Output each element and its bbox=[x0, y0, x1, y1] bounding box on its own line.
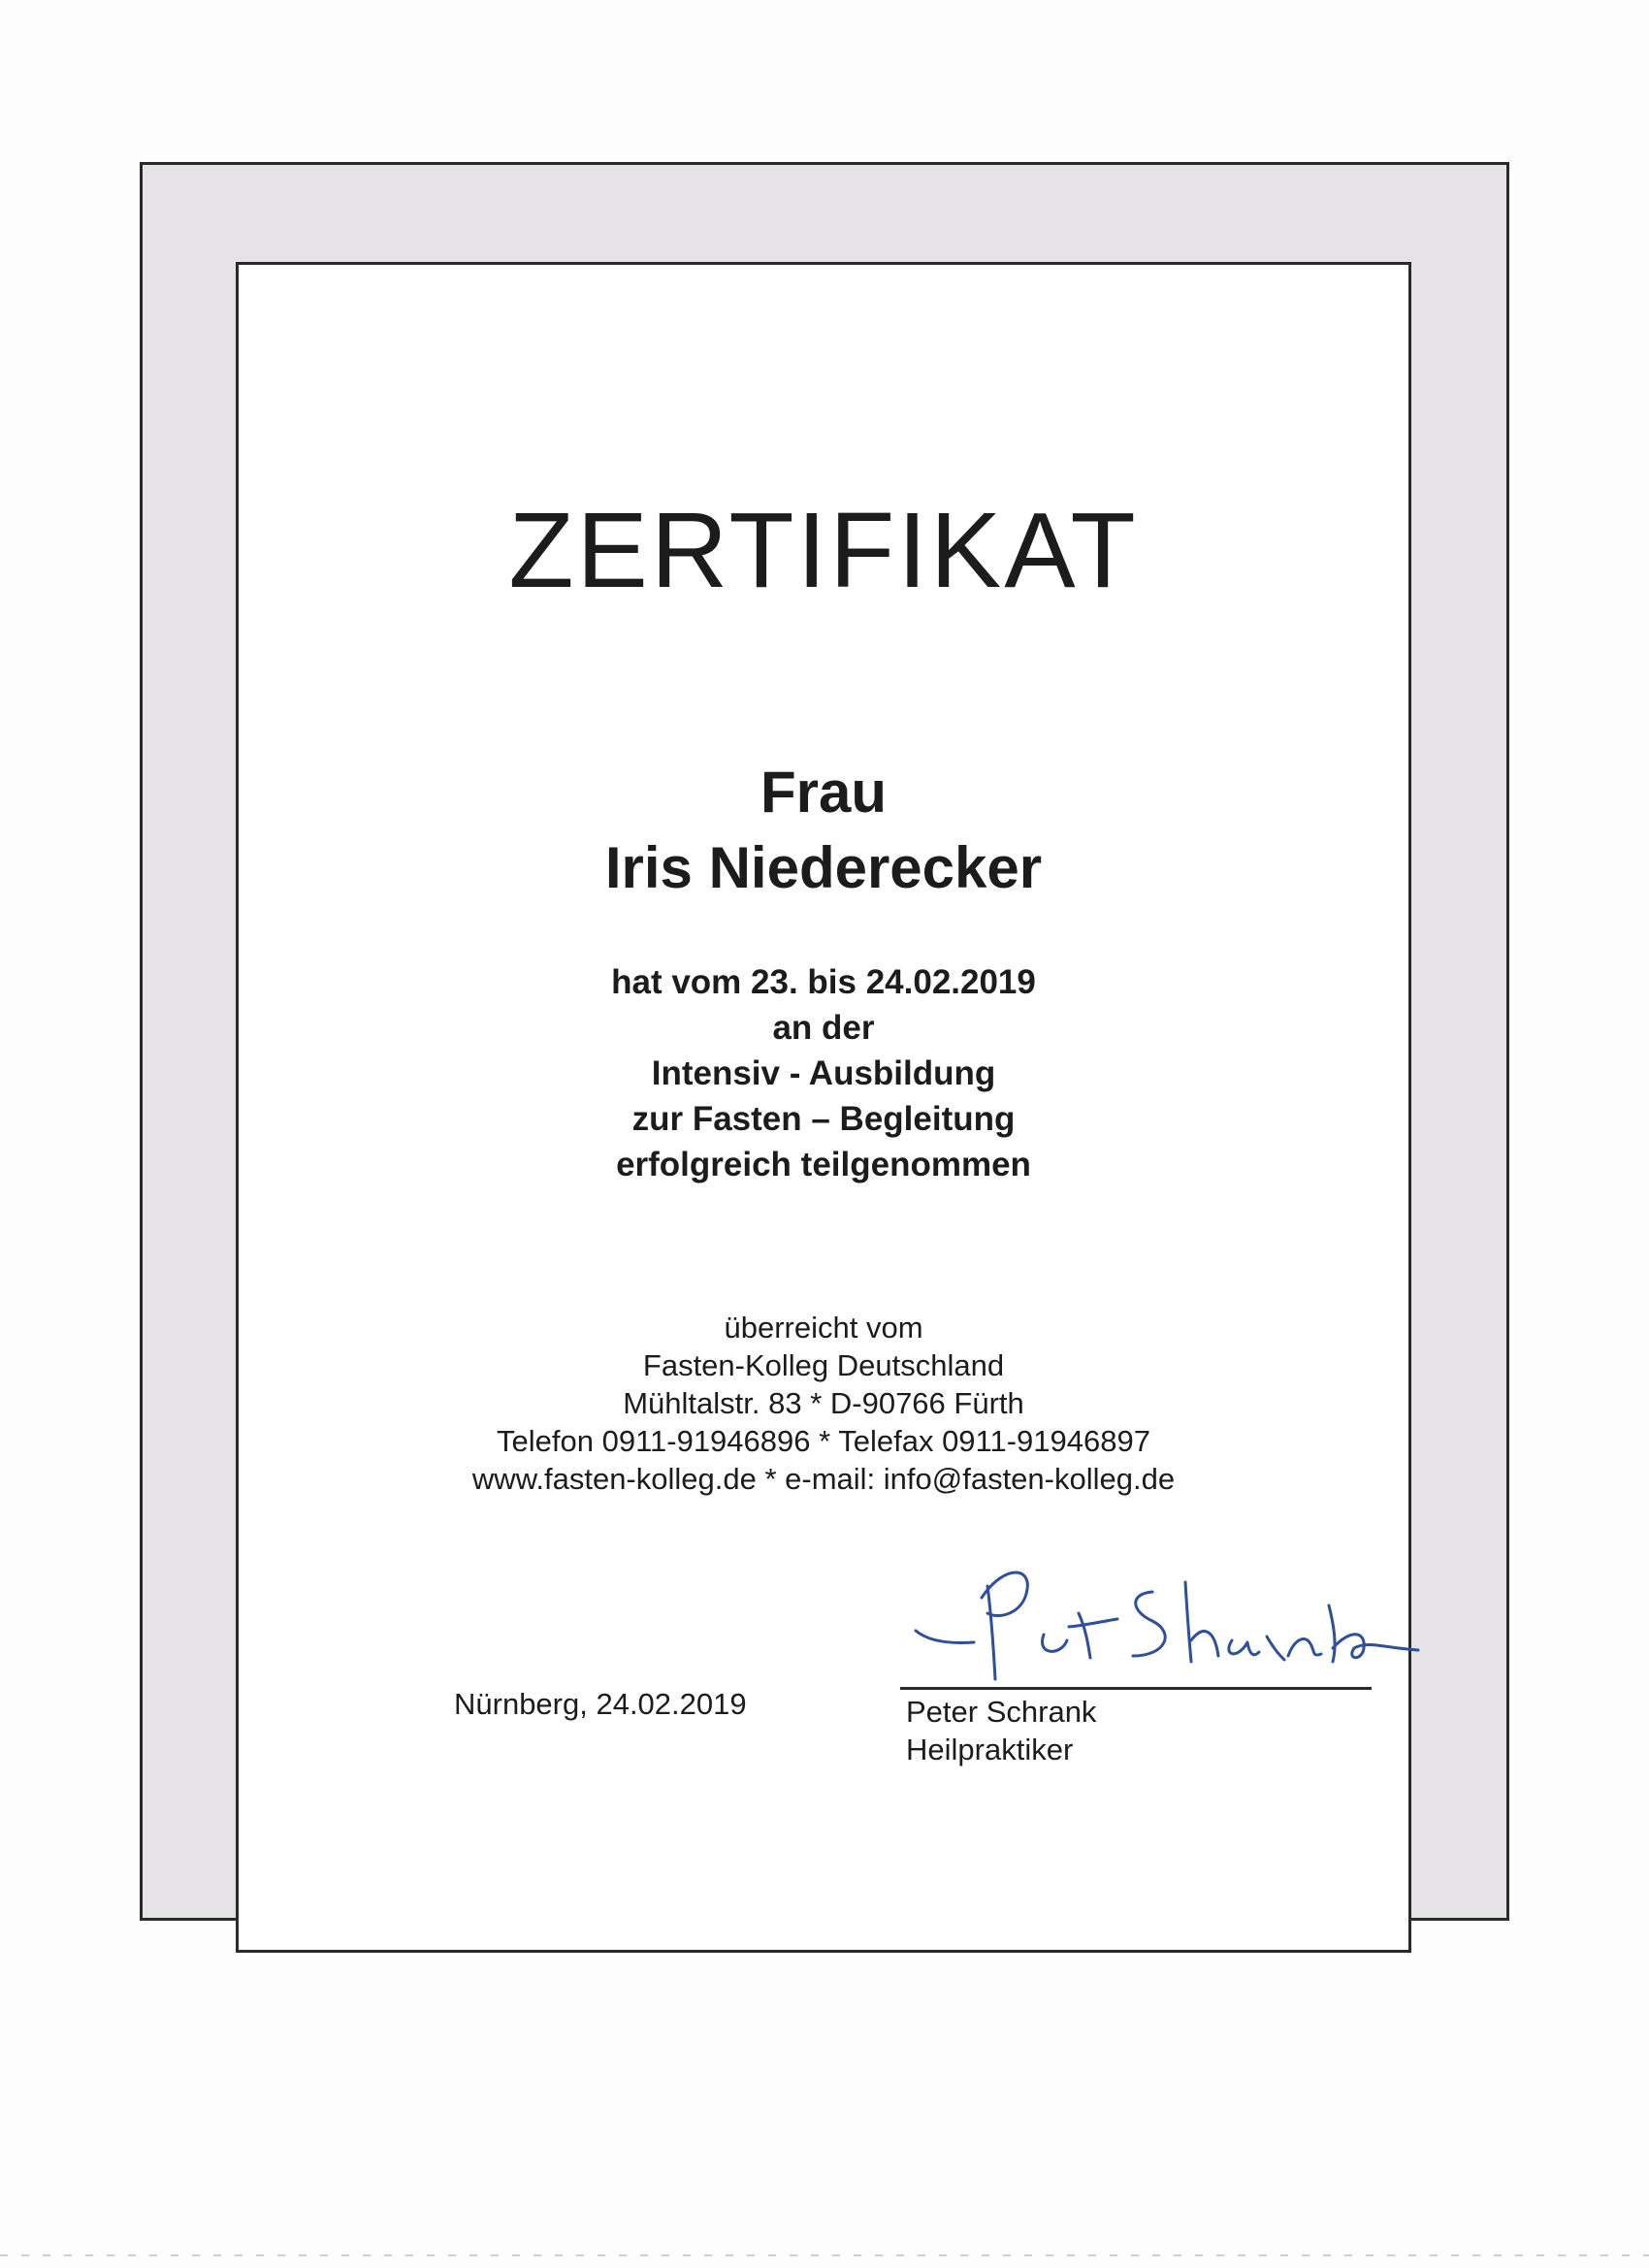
issuer-intro: überreicht vom bbox=[724, 1311, 923, 1345]
salutation: Frau bbox=[760, 760, 888, 825]
handwritten-signature bbox=[898, 1547, 1441, 1693]
certificate-title: ZERTIFIKAT bbox=[508, 491, 1139, 610]
issuer-address: Mühltalstr. 83 * D-90766 Fürth bbox=[623, 1386, 1024, 1420]
signer-name: Peter Schrank bbox=[906, 1695, 1097, 1729]
issuer-block bbox=[239, 1309, 1408, 1498]
recipient-name: Iris Niederecker bbox=[604, 835, 1043, 900]
scan-edge-artifacts bbox=[0, 2252, 1649, 2258]
place-and-date: Nürnberg, 24.02.2019 bbox=[454, 1687, 747, 1721]
statement-line-dates: hat vom 23. bis 24.02.2019 bbox=[611, 963, 1036, 1001]
participation-statement bbox=[239, 959, 1408, 1187]
signature-line bbox=[900, 1687, 1372, 1690]
svg-text:Peter Schrank: Peter Schrank bbox=[898, 1547, 905, 1548]
statement-line-course: Intensiv - Ausbildung bbox=[651, 1054, 996, 1092]
issuer-web-email: www.fasten-kolleg.de * e-mail: info@fasten-kolleg.de bbox=[471, 1462, 1176, 1496]
signer-title: Heilpraktiker bbox=[906, 1733, 1074, 1766]
issuer-phone-fax: Telefon 0911-91946896 * Telefax 0911-91946897 bbox=[497, 1424, 1150, 1458]
issuer-name: Fasten-Kolleg Deutschland bbox=[642, 1348, 1005, 1382]
statement-line-course-topic: zur Fasten – Begleitung bbox=[631, 1100, 1016, 1138]
statement-line-an-der: an der bbox=[772, 1009, 875, 1047]
certificate-outer-frame bbox=[140, 162, 1509, 1921]
recipient-block bbox=[239, 755, 1408, 906]
signer-block bbox=[906, 1693, 1096, 1768]
statement-line-result: erfolgreich teilgenommen bbox=[616, 1146, 1031, 1183]
certificate-inner-panel bbox=[236, 262, 1411, 1953]
